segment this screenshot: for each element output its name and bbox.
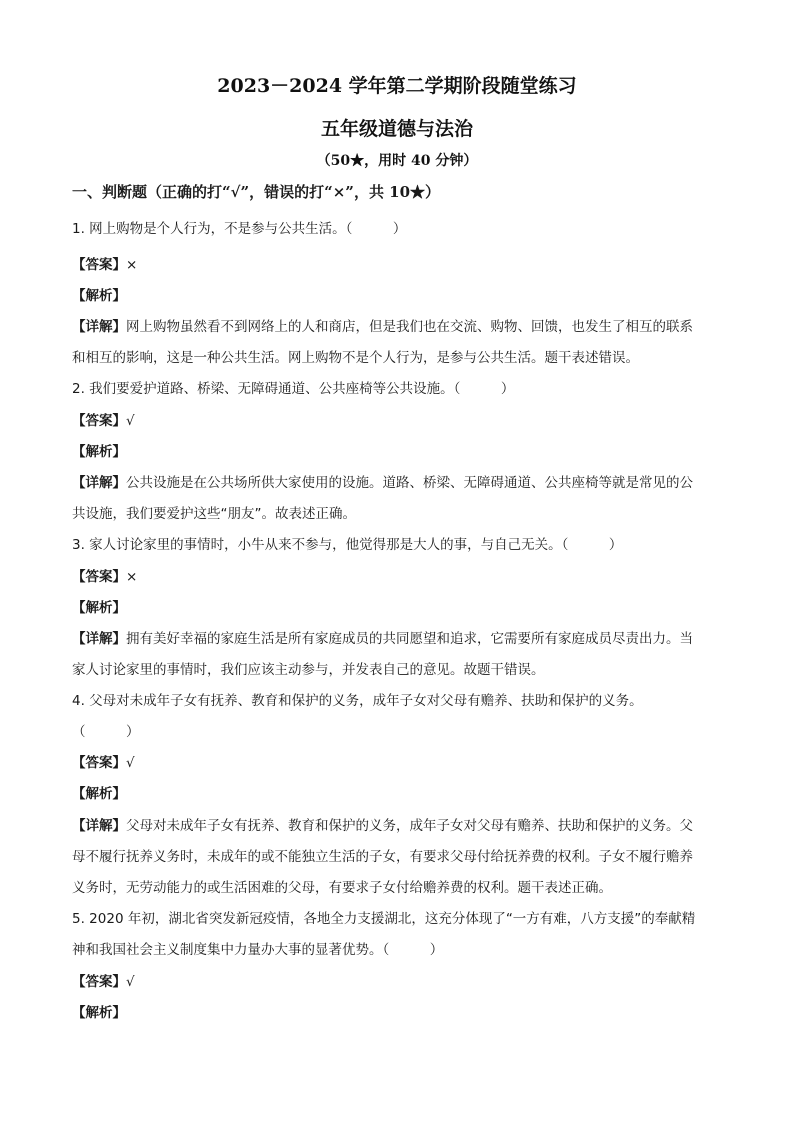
question-3-detail-line-2: 家人讨论家里的事情时，我们应该主动参与，并发表自己的意见。故题干错误。 [72, 662, 545, 678]
question-4-answer [72, 753, 732, 773]
answer-label: 【答案】 [72, 974, 126, 990]
question-5-text-line-1: 5. 2020 年初，湖北省突发新冠疫情，各地全力支援湖北，这充分体现了“一方有难，八方支援”的奉献精 [72, 911, 696, 927]
question-1-answer [72, 255, 732, 275]
question-1-text: 1. 网上购物是个人行为，不是参与公共生活。（ ） [72, 221, 407, 237]
question-2-text: 2. 我们要爱护道路、桥梁、无障碍通道、公共座椅等公共设施。（ ） [72, 381, 515, 397]
detail-text: 网上购物虽然看不到网络上的人和商店，但是我们也在交流、购物、回馈，也发生了相互的联系 [126, 319, 693, 335]
question-5-text-line-2: 神和我国社会主义制度集中力量办大事的显著优势。（ ） [72, 942, 444, 958]
answer-value: × [126, 569, 138, 585]
question-4-text-line-1: 4. 父母对未成年子女有抚养、教育和保护的义务，成年子女对父母有赡养、扶助和保护的义务。 [72, 693, 643, 709]
answer-label: 【答案】 [72, 257, 126, 273]
question-1-detail-line-1 [72, 317, 732, 337]
section-title: 一、判断题（正确的打“√”，错误的打“×”，共 10★） [72, 183, 441, 201]
question-3-text: 3. 家人讨论家里的事情时，小牛从来不参与，他觉得那是大人的事，与自己无关。（ ） [72, 537, 623, 553]
answer-value: √ [126, 413, 135, 429]
question-3-answer [72, 567, 732, 587]
answer-label: 【答案】 [72, 755, 126, 771]
document-subject: 五年级道德与法治 [320, 118, 473, 140]
question-2-analysis-label: 【解析】 [72, 444, 126, 460]
question-4-detail-line-2: 母不履行抚养义务时，未成年的或不能独立生活的子女，有要求父母付给抚养费的权利。子女不履行赡养 [72, 849, 693, 865]
detail-text: 拥有美好幸福的家庭生活是所有家庭成员的共同愿望和追求，它需要所有家庭成员尽责出力。当 [126, 631, 693, 647]
answer-label: 【答案】 [72, 569, 126, 585]
answer-value: × [126, 257, 138, 273]
document-title: 2023－2024 学年第二学期阶段随堂练习 [217, 75, 577, 97]
document-info: （50★，用时 40 分钟） [316, 153, 478, 169]
question-1-analysis-label: 【解析】 [72, 288, 126, 304]
question-2-detail-line-1 [72, 473, 732, 493]
answer-value: √ [126, 755, 135, 771]
detail-text: 父母对未成年子女有抚养、教育和保护的义务，成年子女对父母有赡养、扶助和保护的义务。父 [126, 818, 693, 834]
question-2-detail-line-2: 共设施，我们要爱护这些“朋友”。故表述正确。 [72, 506, 356, 522]
question-5-answer [72, 972, 732, 992]
detail-label: 【详解】 [72, 319, 126, 335]
detail-label: 【详解】 [72, 475, 126, 491]
question-5-analysis-label: 【解析】 [72, 1005, 126, 1021]
question-1-detail-line-2: 和相互的影响，这是一种公共生活。网上购物不是个人行为，是参与公共生活。题干表述错误。 [72, 350, 639, 366]
answer-value: √ [126, 974, 135, 990]
detail-label: 【详解】 [72, 631, 126, 647]
detail-text: 公共设施是在公共场所供大家使用的设施。道路、桥梁、无障碍通道、公共座椅等就是常见的公 [126, 475, 693, 491]
question-4-detail-line-1 [72, 816, 732, 836]
answer-label: 【答案】 [72, 413, 126, 429]
question-2-answer [72, 411, 732, 431]
question-3-detail-line-1 [72, 629, 732, 649]
question-4-text-line-2: （ ） [72, 724, 140, 740]
detail-label: 【详解】 [72, 818, 126, 834]
question-3-analysis-label: 【解析】 [72, 600, 126, 616]
question-4-detail-line-3: 义务时，无劳动能力的或生活困难的父母，有要求子女付给赡养费的权利。题干表述正确。 [72, 880, 612, 896]
question-4-analysis-label: 【解析】 [72, 786, 126, 802]
